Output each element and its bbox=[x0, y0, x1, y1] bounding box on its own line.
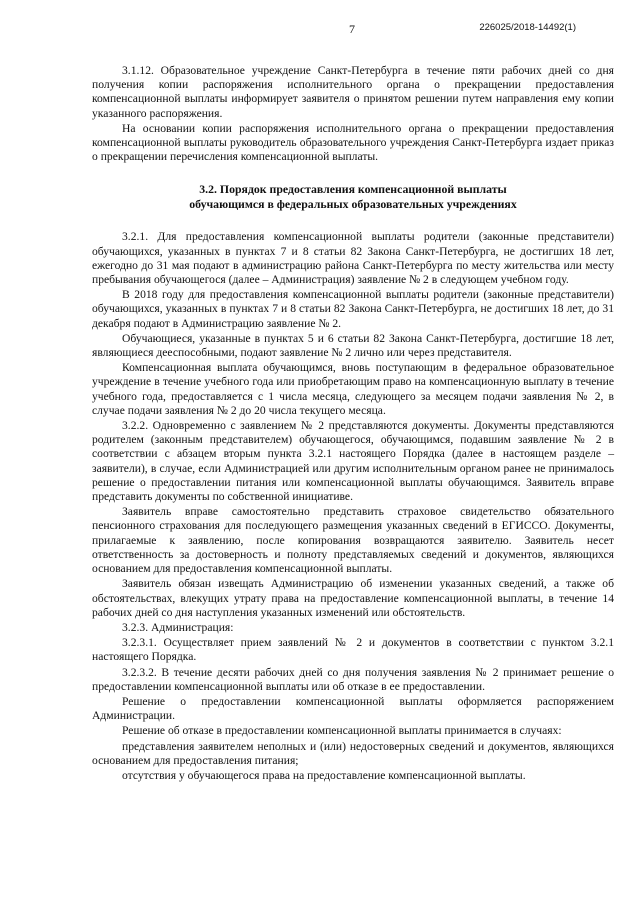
paragraph-new-students: Компенсационная выплата обучающимся, вновь поступающим в федеральное образовательное учреждение в течение учебного года или приобретающим право на компенсационную выплату в течение учебного года, предоставляется с 1 числа месяца, следующего за месяцем подачи заявления № 2, в случае подачи заявления № 2 до 20 числа текущего месяца. bbox=[92, 361, 614, 417]
paragraph-3-2-2: 3.2.2. Одновременно с заявлением № 2 представляются документы. Документы представляются родителем (законным представителем) обучающегося, обучающимся, подавшим заявление № 2 в соответствии с абзацем вторым пункта 3.2.1 настоящего Порядка (далее в настоящем разделе – заявители), в случае, если Администрацией или другим исполнительным органом ранее не принималось решение о предоставлении питания или компенсационной выплаты обучающимся. Заявитель вправе представить документы по собственной инициативе. bbox=[92, 419, 614, 504]
section-heading bbox=[92, 182, 614, 212]
paragraph-adult-students: Обучающиеся, указанные в пунктах 5 и 6 статьи 82 Закона Санкт-Петербурга, достигшие 18 лет, являющиеся дееспособными, подают заявление № 2 лично или через представителя. bbox=[92, 331, 614, 360]
paragraph-3-1-12: 3.1.12. Образовательное учреждение Санкт-Петербурга в течение пяти рабочих дней со дня получения копии распоряжения исполнительного органа о прекращении предоставления компенсационной выплаты информирует заявителя о принятом решении путем направления ему копии указанного распоряжения. bbox=[92, 64, 614, 120]
document-body bbox=[92, 64, 614, 783]
document-id: 226025/2018-14492(1) bbox=[479, 22, 576, 33]
paragraph-order-issuance: На основании копии распоряжения исполнительного органа о прекращении предоставления компенсационной выплаты руководитель образовательного учреждения Санкт-Петербурга издает приказ о прекращении перечисления компенсационной выплаты. bbox=[92, 121, 614, 164]
paragraph-notify-changes: Заявитель обязан извещать Администрацию об изменении указанных сведений, а также об обстоятельствах, влекущих утрату права на предоставление компенсационной выплаты, в течение 14 рабочих дней со дня наступления указанных изменений или обстоятельств. bbox=[92, 577, 614, 619]
paragraph-decision-order: Решение о предоставлении компенсационной выплаты оформляется распоряжением Администрации. bbox=[92, 694, 614, 723]
paragraph-3-2-3-1: 3.2.3.1. Осуществляет прием заявлений № 2 и документов в соответствии с пунктом 3.2.1 настоящего Порядка. bbox=[92, 636, 614, 664]
page-number: 7 bbox=[349, 22, 355, 36]
paragraph-no-right: отсутствия у обучающегося права на предоставление компенсационной выплаты. bbox=[122, 768, 526, 782]
paragraph-2018: В 2018 году для предоставления компенсационной выплаты родители (законные представители) обучающихся, указанных в пунктах 7 и 8 статьи 82 Закона Санкт-Петербурга, не достигших 18 лет, до 31 декабря подают в Администрацию заявление № 2. bbox=[92, 288, 614, 330]
section-heading-line-1: 3.2. Порядок предоставления компенсационной выплаты bbox=[199, 182, 507, 197]
paragraph-3-2-3: 3.2.3. Администрация: bbox=[122, 620, 234, 634]
paragraph-3-2-3-2: 3.2.3.2. В течение десяти рабочих дней со дня получения заявления № 2 принимает решение о предоставлении компенсационной выплаты или об отказе в ее предоставлении. bbox=[92, 665, 614, 693]
paragraph-refusal-cases: Решение об отказе в предоставлении компенсационной выплаты принимается в случаях: bbox=[122, 724, 562, 738]
paragraph-incomplete-data: представления заявителем неполных и (или) недостоверных сведений и документов, являющихся основанием для предоставления питания; bbox=[92, 739, 614, 767]
paragraph-insurance-certificate: Заявитель вправе самостоятельно представить страховое свидетельство обязательного пенсионного страхования для последующего размещения указанных сведений в ЕГИССО. Документы, прилагаемые к заявлению, после копирования возвращаются заявителю. Заявитель несет ответственность за достоверность и полноту представляемых сведений и документов, являющихся основанием для предоставления компенсационной выплаты. bbox=[92, 505, 614, 576]
section-heading-line-2: обучающимся в федеральных образовательных учреждениях bbox=[189, 197, 517, 212]
paragraph-3-2-1: 3.2.1. Для предоставления компенсационной выплаты родители (законные представители) обучающихся, указанных в пунктах 7 и 8 статьи 82 Закона Санкт-Петербурга, не достигших 18 лет, ежегодно до 31 мая подают в администрацию района Санкт-Петербурга по месту жительства или месту пребывания обучающегося (далее – Администрация) заявление № 2 в следующем учебном году. bbox=[92, 230, 614, 287]
